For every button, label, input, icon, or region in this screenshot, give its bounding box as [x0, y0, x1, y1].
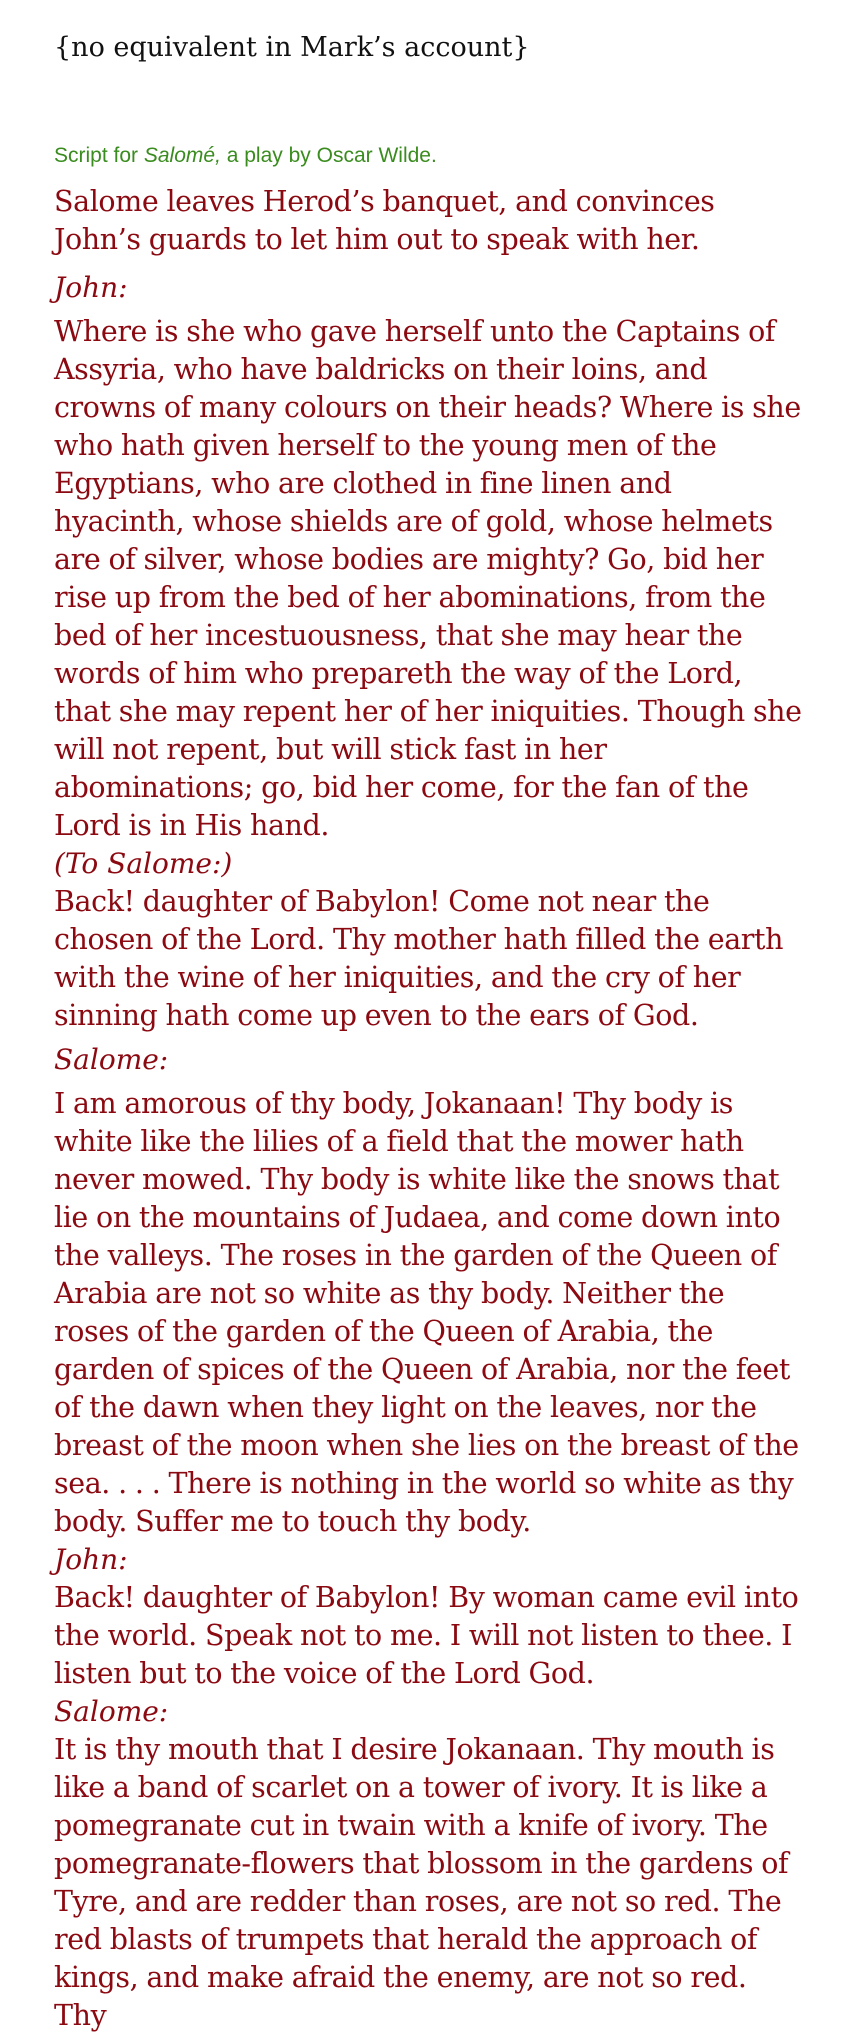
salome-speech-2: It is thy mouth that I desire Jokanaan. Thy mouth is like a band of scarlet on a tower of ivory. It is like a pomegranate cut in twain with a knife of ivory. The pomegranate-flowers that blossom in the gardens of Tyre, and are redder than roses, are not so red. The red blasts of trumpets that herald the approach of kings, and make afraid the enemy, are not so red. Thy: [54, 1733, 789, 2032]
john-speech-3: Back! daughter of Babylon! By woman came evil into the world. Speak not to me. I will not listen to thee. I listen but to the voice of the Lord God.: [54, 1581, 799, 1690]
salome-speech-1: I am amorous of thy body, Jokanaan! Thy body is white like the lilies of a field that the mower hath never mowed. Thy body is white like the snows that lie on the mountains of Judaea, and come down into the valleys. The roses in the garden of the Queen of Arabia are not so white as thy body. Neither the roses of the garden of the Queen of Arabia, the garden of spices of the Queen of Arabia, nor the feet of the dawn when they light on the leaves, nor the breast of the moon when she lies on the breast of the sea. . . . There is nothing in the world so white as thy body. Suffer me to touch thy body.: [54, 1087, 799, 1538]
stage-direction-aside: (To Salome:): [54, 847, 233, 880]
document-page: [54, 30, 804, 2032]
speaker-salome: Salome:: [54, 1695, 169, 1728]
source-prefix: Script for: [54, 144, 144, 167]
script-source-line: [54, 142, 437, 170]
play-script: [54, 183, 804, 2035]
speaker-john: John:: [54, 271, 128, 304]
source-suffix: a play by Oscar Wilde.: [220, 144, 437, 167]
speaker-salome: Salome:: [54, 1043, 169, 1076]
speaker-john: John:: [54, 1543, 128, 1576]
no-equivalent-note: {no equivalent in Mark’s account}: [54, 32, 530, 63]
john-speech-2: Back! daughter of Babylon! Come not near the chosen of the Lord. Thy mother hath filled the earth with the wine of her iniquities, and the cry of her sinning hath come up even to the ears of God.: [54, 885, 784, 1032]
john-speech-1: Where is she who gave herself unto the Captains of Assyria, who have baldricks on their loins, and crowns of many colours on their heads? Where is she who hath given herself to the young men of the Egyptians, who are clothed in fine linen and hyacinth, whose shields are of gold, whose helmets are of silver, whose bodies are mighty? Go, bid her rise up from the bed of her abominations, from the bed of her incestuousness, that she may hear the words of him who prepareth the way of the Lord, that she may repent her of her iniquities. Though she will not repent, but will stick fast in her abominations; go, bid her come, for the fan of the Lord is in His hand.: [54, 315, 802, 842]
stage-direction-intro: Salome leaves Herod’s banquet, and convinces John’s guards to let him out to speak with her.: [54, 185, 715, 256]
play-title: Salomé,: [143, 144, 221, 167]
